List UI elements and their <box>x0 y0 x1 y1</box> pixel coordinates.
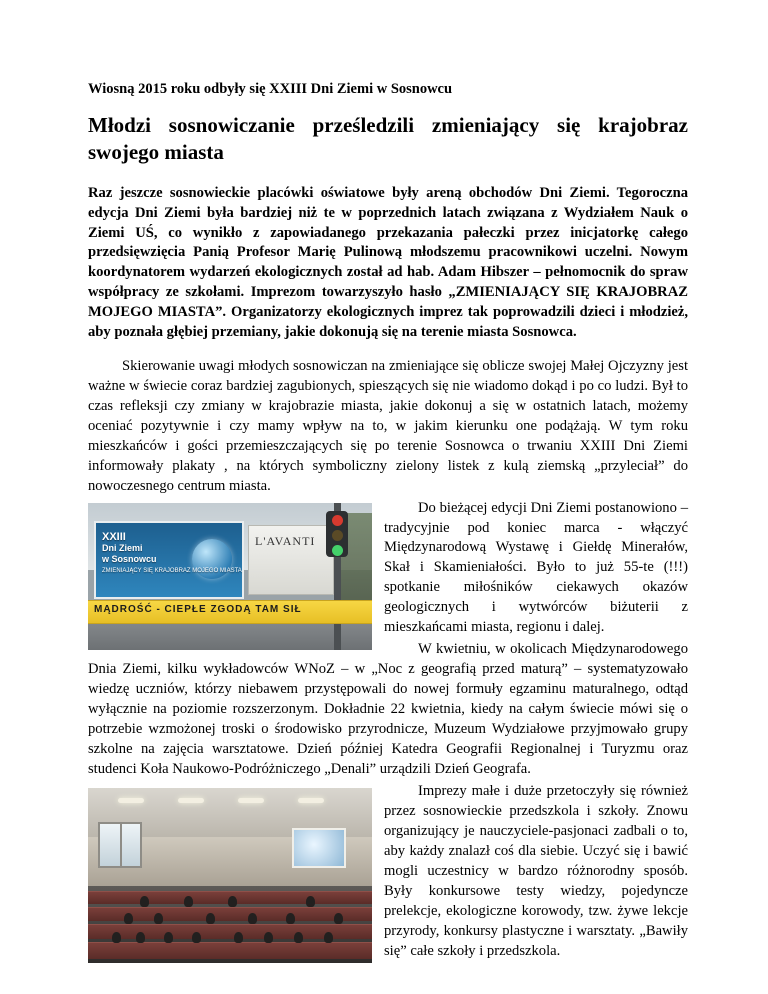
audience-member <box>164 932 173 943</box>
audience-member <box>192 932 201 943</box>
photo-billboard <box>88 503 372 650</box>
audience-member <box>154 913 163 924</box>
page-title: Młodzi sosnowiczanie prześledzili zmieniający się krajobraz swojego miasta <box>88 113 688 164</box>
audience-member <box>136 932 145 943</box>
ceiling-lamp <box>298 798 324 803</box>
lead-paragraph: Raz jeszcze sosnowieckie placówki oświatowe były areną obchodów Dni Ziemi. Tegoroczna edycja Dni Ziemi była bardziej niż te w poprzednich latach związana z Wydziałem Nauk o Ziemi UŚ, co wynikło z zapowiadanego przekazania pałeczki przez inicjatorkę całego przedsięwzięcia Panią Profesor Marię Pulinową młodszemu pracownikowi uczelni. Nowym koordynatorem wydarzeń ekologicznych został ad hab. Adam Hibszer – pełnomocnik do spraw współpracy ze szkołami. Imprezom towarzyszyło hasło „ZMIENIAJĄCY SIĘ KRAJOBRAZ MOJEGO MIASTA”. Organizatorzy ekologicznych imprez tak poprowadzili dzieci i młodzież, aby poznała głębiej przemiany, jakie dokonują się na terenie miasta Sosnowca. <box>88 184 688 340</box>
audience-member <box>228 896 237 907</box>
audience-member <box>124 913 133 924</box>
audience-member <box>334 913 343 924</box>
traffic-light-icon <box>326 511 348 557</box>
kicker-line: Wiosną 2015 roku odbyły się XXIII Dni Ziemi w Sosnowcu <box>88 81 453 97</box>
audience-member <box>248 913 257 924</box>
ceiling-lamp <box>238 798 264 803</box>
traffic-light-yellow <box>332 530 343 541</box>
photo-lecture-hall <box>88 788 372 963</box>
banner-avanti-text: L'AVANTI <box>255 533 316 548</box>
billboard-line-3: w Sosnowcu <box>102 553 157 564</box>
audience-member <box>112 932 121 943</box>
audience-member <box>184 896 193 907</box>
audience-member <box>234 932 243 943</box>
audience-member <box>306 896 315 907</box>
billboard-line-1: XXIII <box>102 530 126 543</box>
audience-member <box>286 913 295 924</box>
billboard-subtitle: ZMIENIAJĄCY SIĘ KRAJOBRAZ MOJEGO MIASTA <box>102 567 242 574</box>
paragraph-2: Do bieżącej edycji Dni Ziemi postanowiono – tradycyjnie pod koniec marca - włączyć Międzynarodową Wystawę i Giełdę Minerałów, Skał i Skamieniałości. Było to już 55-te (!!!) spotkanie miłośników ciekawych okazów geologicznych i wytwórców biżuterii z mieszkańcami miasta, regionu i dalej. <box>384 499 688 636</box>
projection-screen <box>292 828 346 868</box>
paragraph-4: Imprezy małe i duże przetoczyły się również przez sosnowieckie przedszkola i szkoły. Znowu organizujący je nauczyciele-pasjonaci zadbali o to, aby każdy znalazł coś dla siebie. Uczyć się i bawić mogli uczestnicy w bardzo różnorodny sposób. Były konkursowe testy wiedzy, pojedyncze prelekcje, ekologiczne korowody, tzw. żywe lekcje przyrody, konkursy plastyczne i warsztaty. „Bawiły się” całe szkoły i przedszkola. <box>384 783 688 960</box>
ceiling-lamp <box>118 798 144 803</box>
audience-member <box>264 932 273 943</box>
banner-avanti <box>248 525 334 595</box>
audience-member <box>294 932 303 943</box>
audience <box>88 893 372 963</box>
document-body <box>88 80 688 969</box>
ceiling-lamp <box>178 798 204 803</box>
billboard-text <box>102 531 242 575</box>
paragraph-3: W kwietniu, w okolicach Międzynarodowego Dnia Ziemi, kilku wykładowców WNoZ – w „Noc z geografią przed maturą” – systematyzowało wiedzę uczniów, którzy niebawem przystępowali do nowej formuły egzaminu maturalnego, odtąd wyłącznie na poziomie rozszerzonym. Dokładnie 22 kwietnia, kiedy na całym świecie mówi się o potrzebie wzmożonej troski o środowisko przyrodnicze, Muzeum Wydziałowe przyjmowało grupy szkolne na zajęcia warsztatowe. Dzień później Katedra Geografii Regionalnej i Turyzmu oraz studenci Koła Naukowo-Podróżniczego „Denali” urządzili Dzień Geografa. <box>88 641 688 778</box>
paragraph-1: Skierowanie uwagi młodych sosnowiczan na zmieniające się oblicze swojej Małej Ojczyzny jest ważne w świecie coraz bardziej zagubionych, spieszących się nie wiadomo dokąd i po co ludzi. Był to czas refleksji czy zmiany w krajobrazie miasta, jakie dokonuj a się w ostatnich latach, możemy oceniać pozytywnie i czy mamy wpływ na to, w jakim kierunku one podążają. W tym roku mieszkańców i gości przemieszczających się po terenie Sosnowca o trwaniu XXIII Dni Ziemi informowały plakaty , na których symboliczny zielony listek z kulą ziemską „przyleciał” do nowoczesnego centrum miasta. <box>88 357 688 494</box>
audience-member <box>324 932 333 943</box>
yellow-banner <box>88 600 372 624</box>
traffic-light-red <box>332 515 343 526</box>
audience-member <box>140 896 149 907</box>
billboard-line-2: Dni Ziemi <box>102 543 143 554</box>
traffic-light-green <box>332 545 343 556</box>
hall-window <box>98 822 142 868</box>
audience-member <box>206 913 215 924</box>
yellow-banner-text: MĄDROŚĆ - CIEPŁE ZGODĄ TAM SIŁ <box>94 603 302 615</box>
